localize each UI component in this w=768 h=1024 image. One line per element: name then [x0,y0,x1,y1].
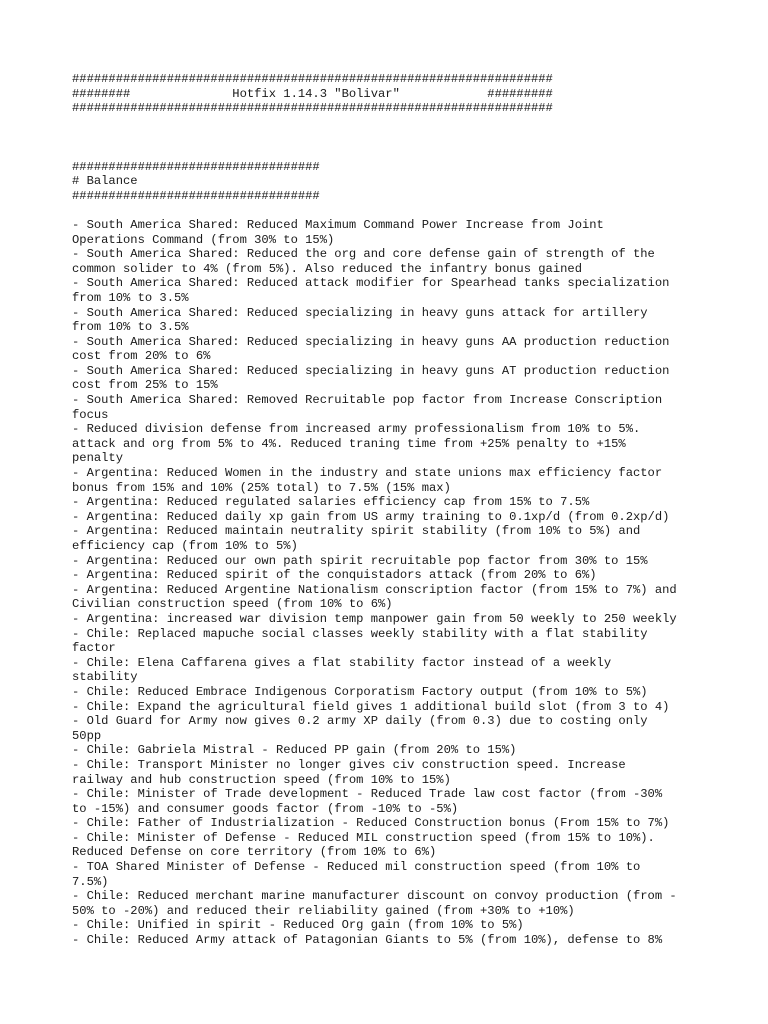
changelog-line: Operations Command (from 30% to 15%) [72,232,335,247]
changelog-line: - Argentina: Reduced spirit of the conquistadors attack (from 20% to 6%) [72,568,597,583]
changelog-line: - Old Guard for Army now gives 0.2 army XP daily (from 0.3) due to costing only [72,714,648,729]
changelog-line: to -15%) and consumer goods factor (from -10% to -5%) [72,801,459,816]
section-border-top: ################################## [72,159,320,174]
changelog-line: - Chile: Reduced Army attack of Patagonian Giants to 5% (from 10%), defense to 8% [72,933,663,948]
changelog-line: stability [72,670,138,685]
changelog-line: attack and org from 5% to 4%. Reduced traning time from +25% penalty to +15% [72,436,626,451]
spacer [72,203,722,218]
changelog-line: focus [72,407,109,422]
document-body [72,72,722,948]
changelog-line: cost from 25% to 15% [72,378,218,393]
changelog-line: - Chile: Reduced merchant marine manufacturer discount on convoy production (from - [72,889,677,904]
changelog-line: - Reduced division defense from increased army professionalism from 10% to 5%. [72,422,641,437]
changelog-line: cost from 20% to 6% [72,349,211,364]
changelog-line: - South America Shared: Reduced Maximum Command Power Increase from Joint [72,217,604,232]
changelog-line: penalty [72,451,123,466]
changelog-line: 7.5%) [72,874,109,889]
changelog-line: bonus from 15% and 10% (25% total) to 7.5% (15% max) [72,480,451,495]
changelog-line: - South America Shared: Reduced the org and core defense gain of strength of the [72,247,655,262]
spacer [72,130,722,145]
changelog-list [72,218,722,948]
changelog-line: - Chile: Minister of Defense - Reduced MIL construction speed (from 15% to 10%). [72,830,655,845]
changelog-line: railway and hub construction speed (from 10% to 15%) [72,772,451,787]
balance-section-header [72,160,722,204]
changelog-line: - Argentina: Reduced maintain neutrality spirit stability (from 10% to 5%) and [72,524,641,539]
section-title: # Balance [72,174,138,189]
changelog-line: - Chile: Transport Minister no longer gives civ construction speed. Increase [72,757,626,772]
spacer [72,116,722,131]
changelog-line: - South America Shared: Reduced specializing in heavy guns AT production reduction [72,363,670,378]
changelog-line: Reduced Defense on core territory (from 10% to 6%) [72,845,437,860]
changelog-line: - Chile: Unified in spirit - Reduced Org gain (from 10% to 5%) [72,918,524,933]
changelog-line: - Chile: Minister of Trade development - Reduced Trade law cost factor (from -30% [72,787,663,802]
changelog-line: - South America Shared: Reduced attack modifier for Spearhead tanks specialization [72,276,670,291]
changelog-line: - South America Shared: Reduced specializing in heavy guns attack for artillery [72,305,648,320]
header-title: ######## Hotfix 1.14.3 "Bolivar" ######### [72,86,553,101]
changelog-line: - Argentina: Reduced our own path spirit recruitable pop factor from 30% to 15% [72,553,648,568]
section-border-bottom: ################################## [72,188,320,203]
changelog-line: 50% to -20%) and reduced their reliability gained (from +30% to +10%) [72,903,575,918]
hotfix-header [72,72,722,116]
changelog-line: - Argentina: Reduced regulated salaries efficiency cap from 15% to 7.5% [72,495,590,510]
header-border-top: ################################################################## [72,72,553,86]
changelog-line: - Argentina: increased war division temp manpower gain from 50 weekly to 250 weekly [72,611,677,626]
changelog-line: common solider to 4% (from 5%). Also reduced the infantry bonus gained [72,261,582,276]
changelog-line: from 10% to 3.5% [72,290,189,305]
changelog-line: efficiency cap (from 10% to 5%) [72,539,298,553]
changelog-line: factor [72,641,116,656]
changelog-line: - Argentina: Reduced Argentine Nationalism conscription factor (from 15% to 7%) and [72,582,677,597]
changelog-line: - Chile: Expand the agricultural field gives 1 additional build slot (from 3 to 4) [72,699,670,714]
header-border-bottom: ################################################################## [72,101,553,116]
changelog-line: 50pp [72,728,102,743]
changelog-line: - Chile: Elena Caffarena gives a flat stability factor instead of a weekly [72,655,612,670]
changelog-line: Civilian construction speed (from 10% to 6%) [72,597,393,612]
changelog-line: - South America Shared: Reduced specializing in heavy guns AA production reduction [72,334,670,349]
changelog-line: - Chile: Replaced mapuche social classes weekly stability with a flat stability [72,626,648,641]
changelog-line: - South America Shared: Removed Recruitable pop factor from Increase Conscription [72,393,663,408]
changelog-line: from 10% to 3.5% [72,320,189,335]
changelog-line: - Chile: Reduced Embrace Indigenous Corporatism Factory output (from 10% to 5%) [72,684,648,699]
changelog-line: - Chile: Gabriela Mistral - Reduced PP gain (from 20% to 15%) [72,743,517,758]
changelog-line: - Argentina: Reduced daily xp gain from US army training to 0.1xp/d (from 0.2xp/d) [72,509,670,524]
changelog-line: - TOA Shared Minister of Defense - Reduced mil construction speed (from 10% to [72,860,641,875]
changelog-line: - Chile: Father of Industrialization - Reduced Construction bonus (From 15% to 7%) [72,816,670,831]
changelog-line: - Argentina: Reduced Women in the industry and state unions max efficiency factor [72,466,663,481]
spacer [72,145,722,160]
